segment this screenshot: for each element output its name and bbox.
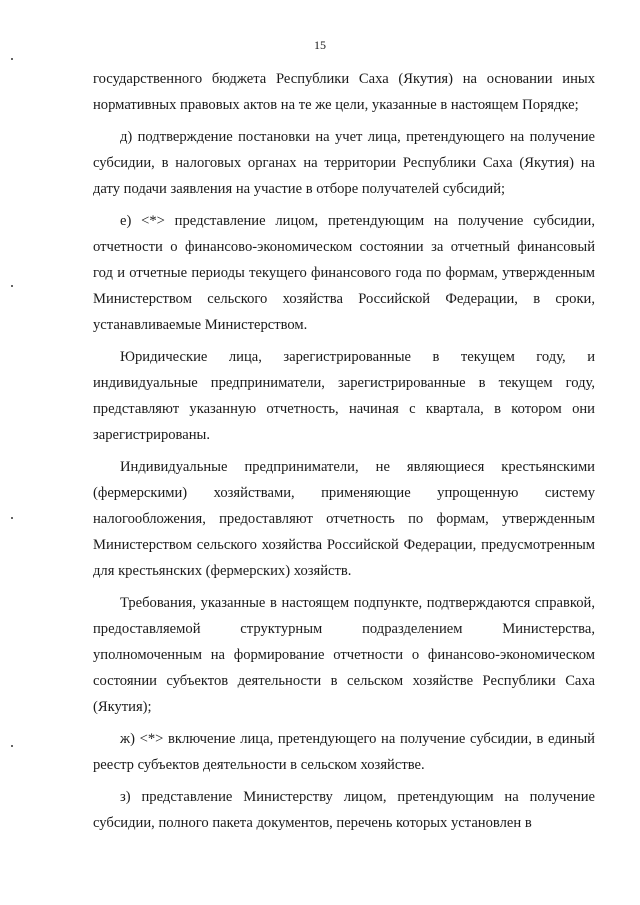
paragraph-continuation: государственного бюджета Республики Саха (Якутия) на основании иных нормативных правовых актов на те же цели, указанные в настоящем Порядке;	[93, 71, 595, 113]
margin-mark	[11, 517, 13, 519]
margin-mark	[11, 745, 13, 747]
margin-mark	[11, 285, 13, 287]
paragraph-requirements: Требования, указанные в настоящем подпункте, подтверждаются справкой, предоставляемой структурным подразделением Министерства, уполномоченным на формирование отчетности о финансово-экономическом состоянии субъектов деятельности в сельском хозяйстве Республики Саха (Якутия);	[93, 595, 595, 715]
document-body	[93, 66, 595, 842]
paragraph-item-e: е) <*> представление лицом, претендующим на получение субсидии, отчетности о финансово-экономическом состоянии за отчетный финансовый год и отчетные периоды текущего финансового года по формам, утвержденным Министерством сельского хозяйства Российской Федерации, в сроки, устанавливаемые Министерством.	[93, 213, 595, 333]
paragraph-individual-entrepreneurs: Индивидуальные предприниматели, не являющиеся крестьянскими (фермерскими) хозяйствами, применяющие упрощенную систему налогообложения, предоставляют отчетность по формам, утвержденным Министерством сельского хозяйства Российской Федерации, предусмотренным для крестьянских (фермерских) хозяйств.	[93, 459, 595, 579]
paragraph-item-z: з) представление Министерству лицом, претендующим на получение субсидии, полного пакета документов, перечень которых установлен в	[93, 789, 595, 831]
paragraph-item-d: д) подтверждение постановки на учет лица, претендующего на получение субсидии, в налоговых органах на территории Республики Саха (Якутия) на дату подачи заявления на участие в отборе получателей субсидий;	[93, 129, 595, 197]
margin-mark	[11, 58, 13, 60]
page-number: 15	[314, 38, 326, 52]
paragraph-item-zh: ж) <*> включение лица, претендующего на получение субсидии, в единый реестр субъектов деятельности в сельском хозяйстве.	[93, 731, 595, 773]
paragraph-legal-entities: Юридические лица, зарегистрированные в текущем году, и индивидуальные предприниматели, зарегистрированные в текущем году, представляют указанную отчетность, начиная с квартала, в котором они зарегистрированы.	[93, 349, 595, 443]
